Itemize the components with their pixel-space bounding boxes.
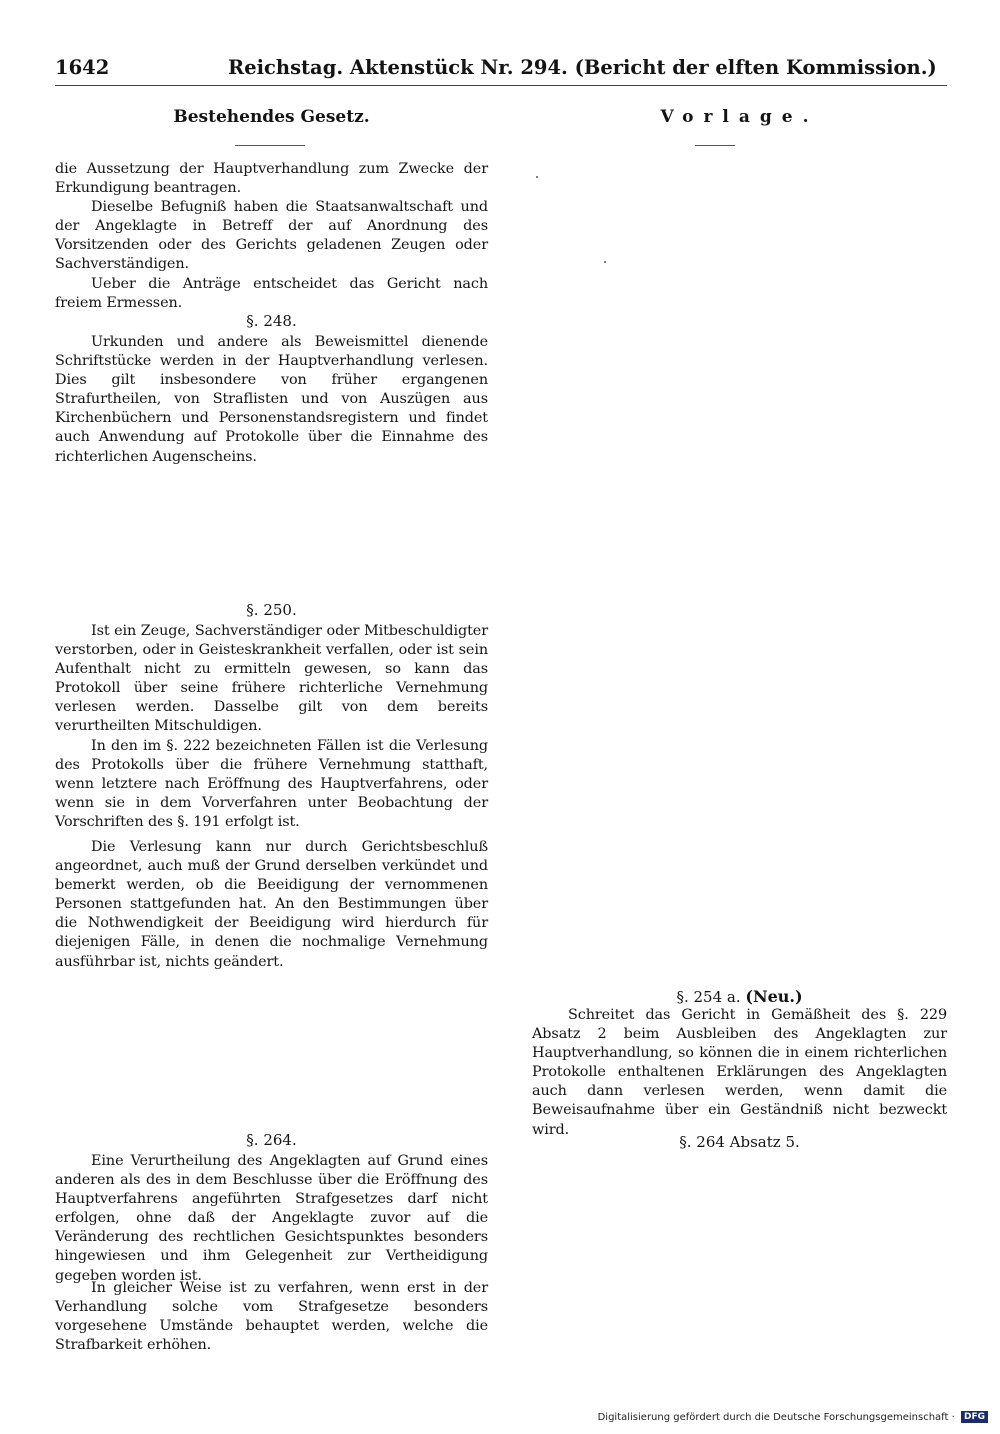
section-264-body (55, 1152, 488, 1286)
left-column-heading (55, 107, 488, 127)
credit-text: Digitalisierung gefördert durch die Deutsche Forschungsgemeinschaft · (597, 1412, 955, 1423)
print-speck (604, 261, 606, 263)
section-250-body (55, 622, 488, 832)
section-248-body (55, 333, 488, 467)
page-number: 1642 (55, 56, 110, 79)
paragraph: Ist ein Zeuge, Sachverständiger oder Mitbeschuldigter verstorben, oder in Geisteskrankheit verfallen, oder ist sein Aufenthalt nicht zu ermitteln gewesen, so kann das Protokoll über seine frühere richterliche Vernehmung verlesen werden. Dasselbe gilt von dem bereits verurtheilten Mitschuldigen. (55, 623, 488, 735)
section-264-absatz-5-reference: §. 264 Absatz 5. (679, 1133, 800, 1151)
heading-vorlage: Vorlage. (660, 107, 819, 127)
right-column-heading (532, 107, 947, 127)
print-speck (536, 176, 538, 178)
header-rule (55, 85, 947, 86)
paragraph: Eine Verurtheilung des Angeklagten auf Grund eines anderen als des in dem Beschlusse über die Eröffnung des Hauptverfahrens angeführten Strafgesetzes darf nicht erfolgen, ohne daß der Angeklagte zuvor auf die Veränderung des rechtlichen Gesichtspunktes besonders hingewiesen und ihm Gelegenheit zur Vertheidigung gegeben worden ist. (55, 1153, 488, 1284)
paragraph: In gleicher Weise ist zu verfahren, wenn erst in der Verhandlung solche vom Strafgesetze besonders vorgesehene Umstände behauptet werden, welche die Strafbarkeit erhöhen. (55, 1280, 488, 1354)
section-254a-number: §. 254 a. (676, 988, 741, 1006)
paragraph: Urkunden und andere als Beweismittel dienende Schriftstücke werden in der Hauptverhandlung verlesen. Dies gilt insbesondere von früher ergangenen Strafurtheilen, von Straflisten und von Auszügen aus Kirchenbüchern und Personenstandsregistern und findet auch Anwendung auf Protokolle über die Einnahme des richterlichen Augenscheins. (55, 334, 488, 465)
paragraph: In den im §. 222 bezeichneten Fällen ist die Verlesung des Protokolls über die frühere Vernehmung statthaft, wenn letztere nach Eröffnung des Hauptverfahrens, oder wenn sie in dem Vorverfahren unter Beobachtung der Vorschriften des §. 191 erfolgt ist. (55, 737, 488, 830)
section-264-paragraph-2 (55, 1279, 488, 1355)
left-block-continuation (55, 160, 488, 313)
paragraph: Schreitet das Gericht in Gemäßheit des §. 229 Absatz 2 beim Ausbleiben des Angeklagten zur Hauptverhandlung, so können die in einem richterlichen Protokolle enthaltenen Erklärungen des Angeklagten auch dann verlesen werden, wenn damit die Beweisaufnahme über ein Geständniß nicht bezweckt wird. (532, 1007, 947, 1138)
running-title: Reichstag. Aktenstück Nr. 294. (Bericht der elften Kommission.) (228, 56, 937, 79)
section-250-title: §. 250. (246, 601, 297, 619)
paragraph: Dieselbe Befugniß haben die Staatsanwaltschaft und der Angeklagte in Betreff der auf Anordnung des Vorsitzenden oder des Gerichts geladenen Zeugen oder Sachverständigen. (55, 199, 488, 273)
section-264-title: §. 264. (246, 1131, 297, 1149)
section-250-paragraph-3 (55, 838, 488, 972)
left-heading-rule (235, 145, 305, 146)
neu-label: (Neu.) (745, 987, 803, 1006)
section-248-title: §. 248. (246, 312, 297, 330)
section-254a-title (532, 987, 947, 1006)
paragraph: Ueber die Anträge entscheidet das Gericht nach freiem Ermessen. (55, 275, 488, 311)
section-254a-body (532, 1006, 947, 1140)
dfg-logo: DFG (961, 1411, 988, 1423)
paragraph: Die Verlesung kann nur durch Gerichtsbeschluß angeordnet, auch muß der Grund derselben verkündet und bemerkt werden, ob die Beeidigung der vernommenen Personen stattgefunden hat. An den Bestimmungen über die Nothwendigkeit der Beeidigung wird hierdurch für diejenigen Fälle, in denen die nochmalige Vernehmung ausführbar ist, nichts geändert. (55, 839, 488, 970)
right-heading-rule (695, 145, 735, 146)
digitization-credit (598, 1411, 988, 1423)
heading-bestehendes-gesetz: Bestehendes Gesetz. (173, 107, 370, 127)
paragraph: die Aussetzung der Hauptverhandlung zum Zwecke der Erkundigung beantragen. (55, 161, 488, 197)
